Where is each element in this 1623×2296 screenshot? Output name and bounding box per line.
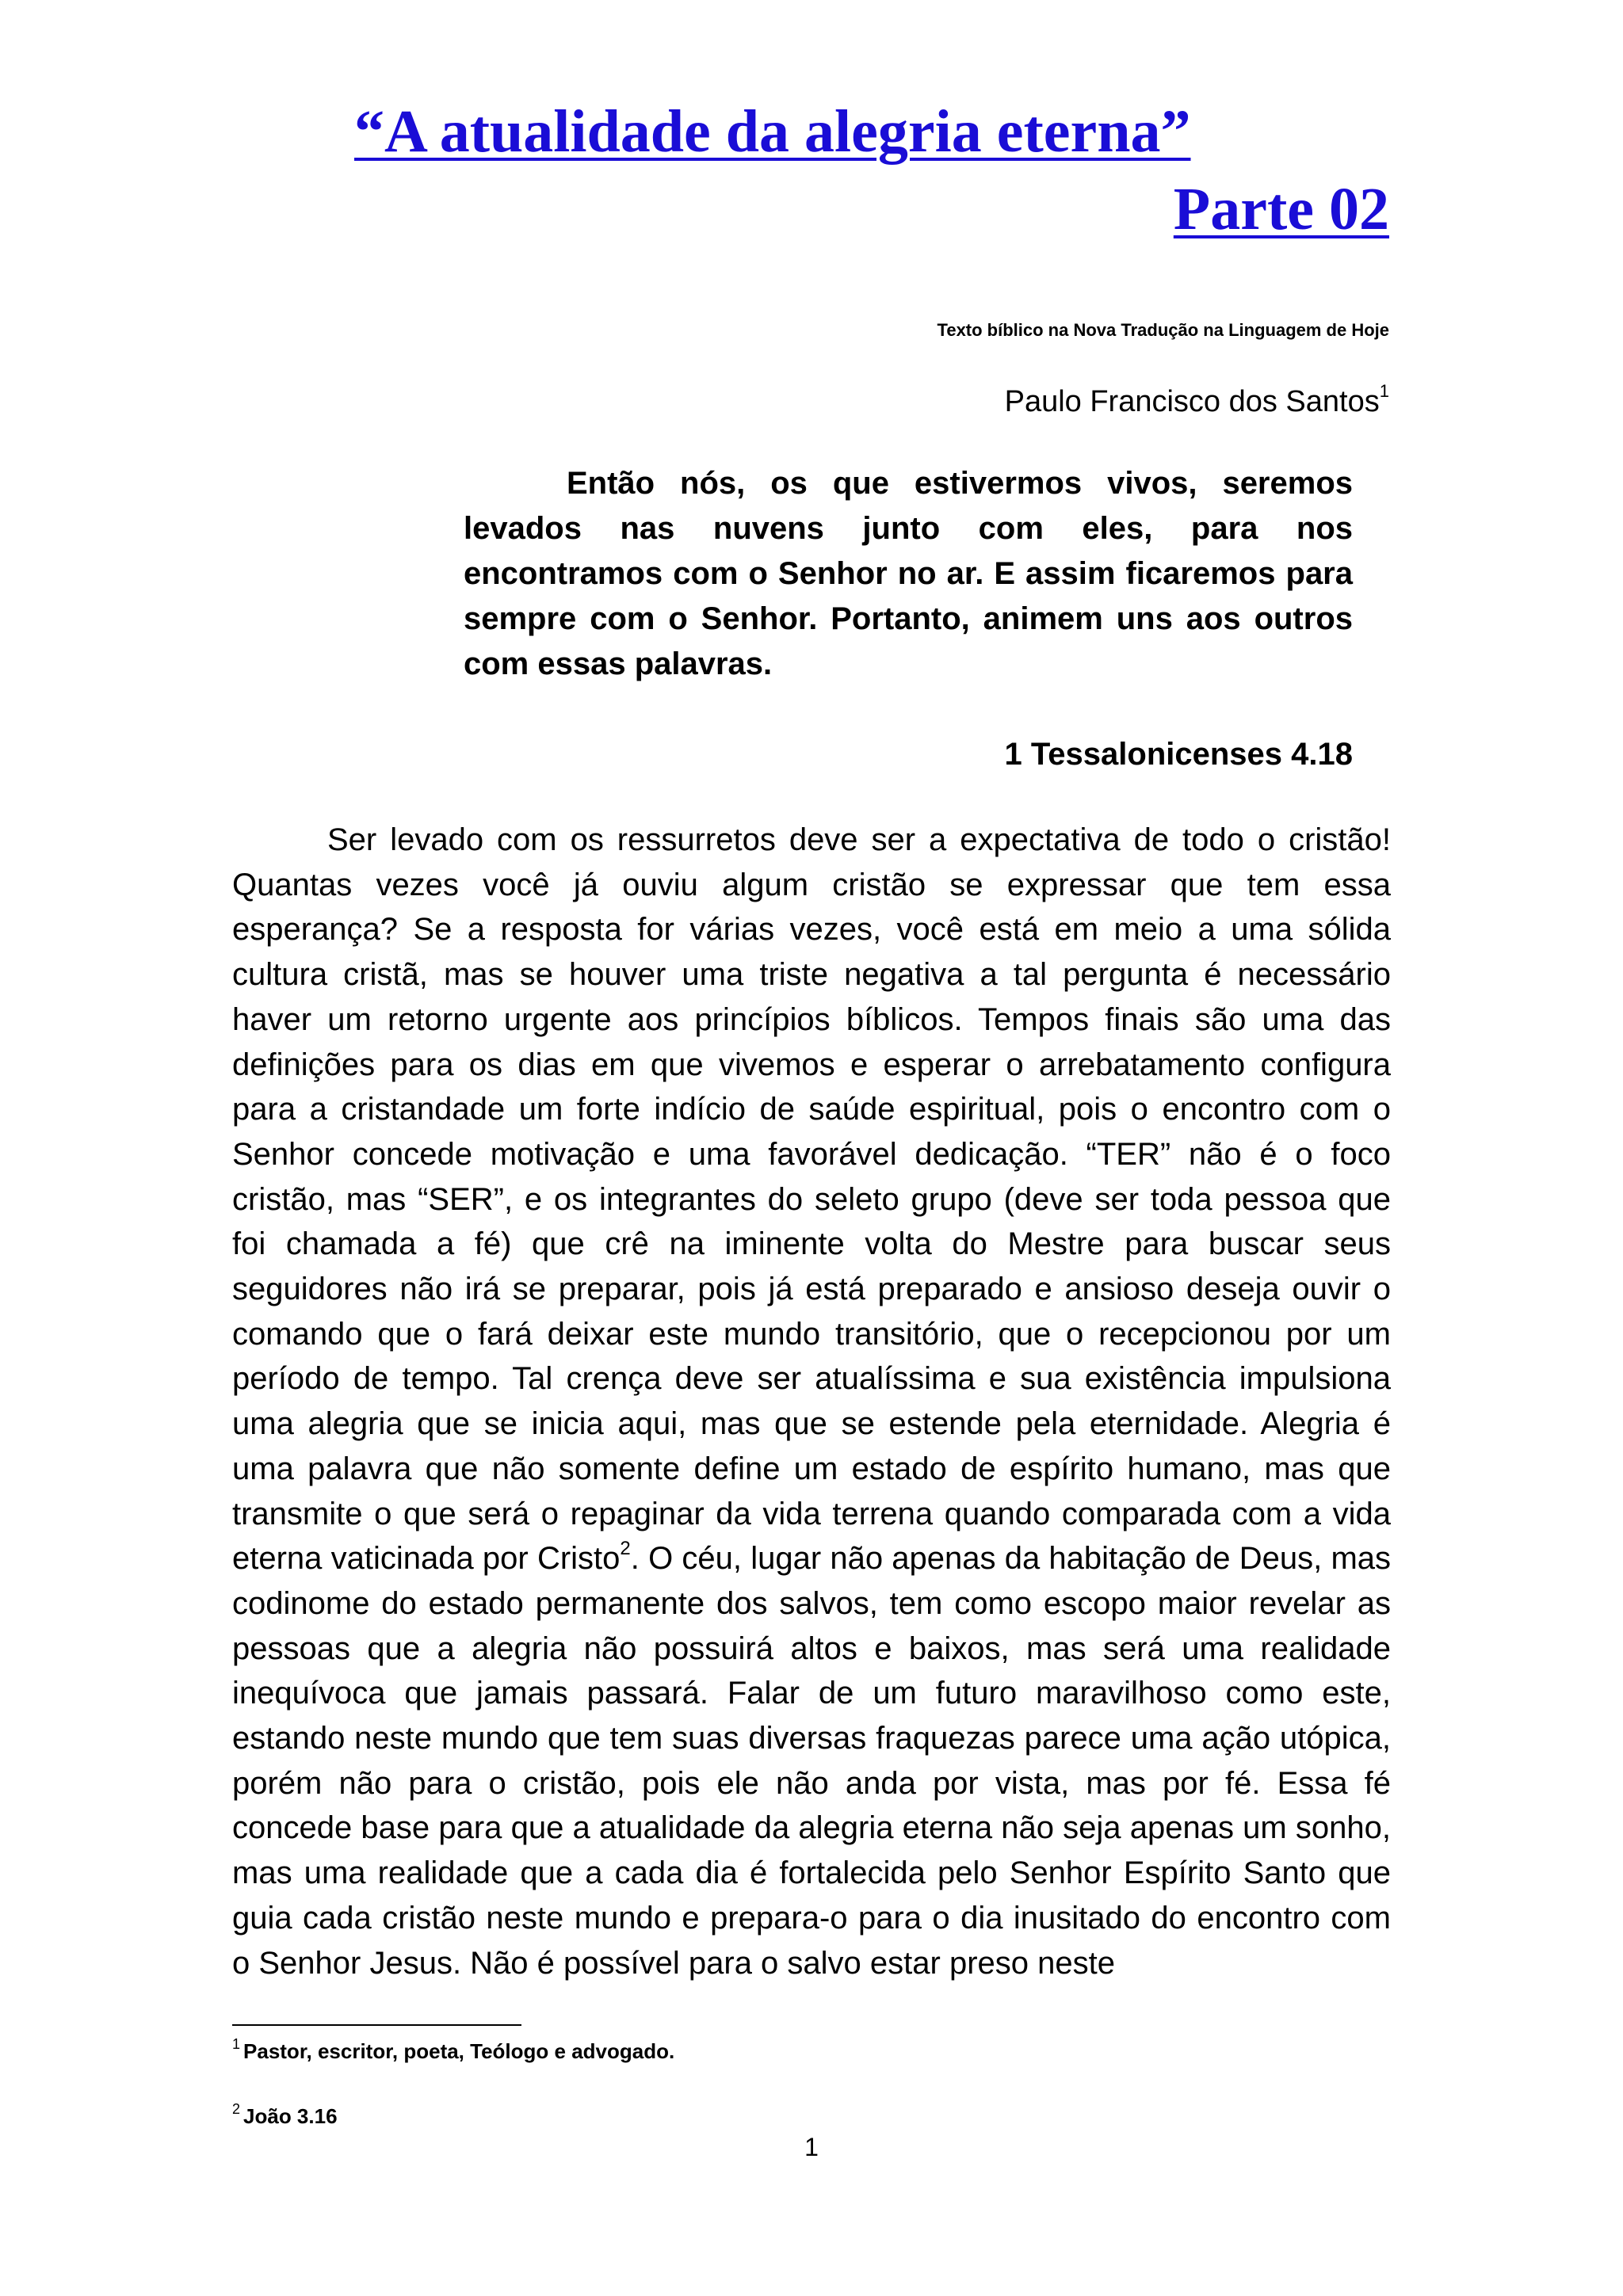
page-number: 1 [804, 2133, 819, 2161]
bible-version-note: Texto bíblico na Nova Tradução na Linguagem de Hoje [937, 320, 1389, 340]
footnote-2 [232, 2101, 338, 2129]
body-footnote-marker: 2 [620, 1538, 631, 1560]
body-paragraph [232, 818, 1391, 1985]
body-text-part1: Ser levado com os ressurretos deve ser a expectativa de todo o cristão! Quantas vezes você já ouviu algum cristão se expressar que tem essa esperança? Se a resposta for várias vezes, você está em meio a uma sólida cultura cristã, mas se houver uma triste negativa a tal pergunta é necessário haver um retorno urgente aos princípios bíblicos. Tempos finais são uma das definições para os dias em que vivemos e esperar o arrebatamento configura para a cristandade um forte indício de saúde espiritual, pois o encontro com o Senhor concede motivação e uma favorável dedicação. “TER” não é o foco cristão, mas “SER”, e os integrantes do seleto grupo (deve ser toda pessoa que foi chamada a fé) que crê na iminente volta do Mestre para buscar seus seguidores não irá se preparar, pois já está preparado e ansioso deseja ouvir o comando que o fará deixar este mundo transitório, que o recepcionou por um período de tempo. Tal crença deve ser atualíssima e sua existência impulsiona uma alegria que se inicia aqui, mas que se estende pela eternidade. Alegria é uma palavra que não somente define um estado de espírito humano, mas que transmite o que será o repaginar da vida terrena quando comparada com a vida eterna vaticinada por Cristo [232, 822, 1391, 1577]
document-subtitle: Parte 02 [1173, 176, 1389, 242]
footnote-1-number: 1 [232, 2036, 241, 2052]
author-line [1005, 381, 1389, 419]
epigraph-quote: Então nós, os que estivermos vivos, seremos levados nas nuvens junto com eles, para nos encontramos com o Senhor no ar. E assim ficaremos para sempre com o Senhor. Portanto, animem uns aos outros com essas palavras. [464, 466, 1353, 681]
author-footnote-marker: 1 [1379, 381, 1389, 401]
author-name: Paulo Francisco dos Santos [1004, 385, 1380, 418]
footnote-1 [232, 2036, 674, 2064]
footnote-separator [232, 2024, 521, 2026]
footnote-2-text: João 3.16 [243, 2104, 338, 2128]
epigraph-reference: 1 Tessalonicenses 4.18 [1004, 737, 1353, 772]
footnote-2-number: 2 [232, 2101, 241, 2117]
document-title: “A atualidade da alegria eterna” [354, 98, 1191, 165]
body-text-part2: . O céu, lugar não apenas da habitação de Deus, mas codinome do estado permanente dos salvos, tem como escopo maior revelar as pessoas que a alegria não possuirá altos e baixos, mas será uma realidade inequívoca que jamais passará. Falar de um futuro maravilhoso como este, estando neste mundo que tem suas diversas fraquezas parece uma ação utópica, porém não para o cristão, pois ele não anda por vista, mas por fé. Essa fé concede base para que a atualidade da alegria eterna não seja apenas um sonho, mas uma realidade que a cada dia é fortalecida pelo Senhor Espírito Santo que guia cada cristão neste mundo e prepara-o para o dia inusitado do encontro com o Senhor Jesus. Não é possível para o salvo estar preso neste [232, 1541, 1392, 1981]
footnote-1-text: Pastor, escritor, poeta, Teólogo e advogado. [243, 2039, 675, 2063]
